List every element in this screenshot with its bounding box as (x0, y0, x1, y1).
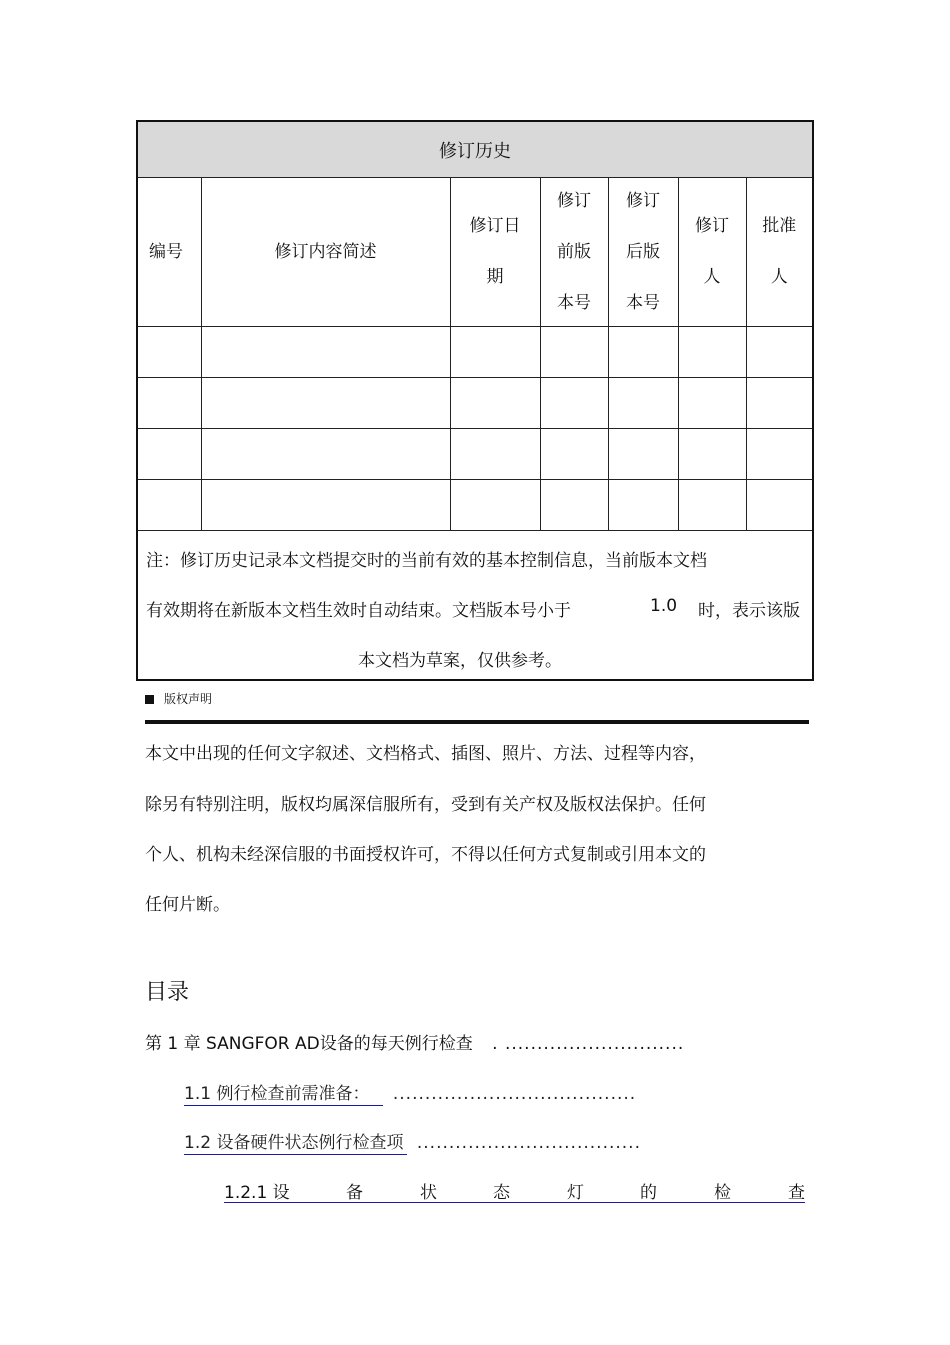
header-prev-line1: 修订 (557, 190, 591, 211)
header-number: 编号 (137, 178, 201, 327)
header-approver-line1: 批准 (762, 216, 797, 236)
table-title: 修订历史 (137, 121, 813, 178)
table-row (137, 378, 813, 429)
table-cell (608, 327, 678, 378)
table-cell (746, 378, 813, 429)
table-cell (450, 327, 540, 378)
toc-leader-dots: ...................................... (392, 1084, 637, 1104)
copyright-paragraph-line: 任何片断。 (145, 895, 230, 915)
toc-title: 目录 (145, 980, 190, 1005)
header-reviser (678, 178, 746, 327)
toc-leader-dots: ................................... (416, 1133, 641, 1153)
header-next-line2: 后版 (626, 241, 660, 262)
header-summary: 修订内容简述 (201, 178, 450, 327)
table-cell (201, 327, 450, 378)
header-date-line2: 期 (486, 267, 504, 287)
header-date-line1: 修订日 (469, 216, 521, 236)
table-cell (608, 429, 678, 480)
revision-history-table (136, 120, 814, 681)
table-cell (678, 429, 746, 480)
table-cell (608, 480, 678, 531)
table-note (137, 531, 813, 681)
table-cell (450, 378, 540, 429)
table-cell (450, 480, 540, 531)
header-prev-line2: 前版 (557, 241, 591, 262)
toc-entry-char: 的 (640, 1183, 657, 1203)
header-next-line3: 本号 (626, 292, 660, 313)
table-cell (540, 378, 608, 429)
header-approver-line2: 人 (770, 267, 788, 287)
table-row (137, 327, 813, 378)
header-approver (746, 178, 813, 327)
table-cell (137, 378, 201, 429)
table-cell (678, 378, 746, 429)
table-cell (540, 480, 608, 531)
copyright-paragraph-line: 除另有特别注明，版权均属深信服所有，受到有关产权及版权法保护。任何 (145, 795, 706, 815)
toc-leader-dots: . ............................ (492, 1034, 685, 1054)
copyright-label (145, 690, 212, 707)
table-row (137, 429, 813, 480)
toc-entry-char: 检 (714, 1183, 731, 1203)
toc-entry-char: 状 (420, 1183, 437, 1203)
table-cell (137, 429, 201, 480)
table-cell (540, 429, 608, 480)
note-line-3: 本文档为草案，仅供参考。 (358, 651, 562, 671)
header-reviser-line1: 修订 (695, 216, 729, 236)
toc-entry-label: 1.1 例行检查前需准备： (184, 1084, 383, 1106)
table-cell (746, 480, 813, 531)
note-line-1: 注：修订历史记录本文档提交时的当前有效的基本控制信息，当前版本文档 (146, 551, 707, 571)
square-bullet-icon (145, 695, 154, 704)
note-version-number: 1.0 (650, 596, 678, 616)
toc-entry-char: 态 (493, 1183, 510, 1203)
toc-entry-chapter-1[interactable] (145, 1029, 684, 1054)
header-prev-line3: 本号 (557, 292, 591, 313)
table-cell (137, 480, 201, 531)
note-line-2-text: 有效期将在新版本文档生效时自动结束。文档版本号小于 (146, 601, 571, 621)
toc-entry-char: 灯 (567, 1183, 584, 1203)
copyright-label-text: 版权声明 (164, 692, 213, 706)
toc-entry-1-2-1[interactable] (224, 1178, 805, 1203)
table-cell (678, 480, 746, 531)
toc-entry-char: 备 (346, 1183, 363, 1203)
table-cell (746, 429, 813, 480)
table-cell (608, 378, 678, 429)
table-cell (450, 429, 540, 480)
header-prev-version (540, 178, 608, 327)
table-cell (201, 480, 450, 531)
toc-entry-1-2[interactable] (184, 1128, 641, 1153)
note-line-2 (146, 596, 806, 621)
table-cell (678, 327, 746, 378)
header-reviser-line2: 人 (703, 267, 721, 287)
note-line-2-tail: 时，表示该版 (698, 601, 800, 621)
copyright-paragraph-line: 本文中出现的任何文字叙述、文档格式、插图、照片、方法、过程等内容， (145, 744, 706, 764)
header-next-version (608, 178, 678, 327)
table-row (137, 480, 813, 531)
header-next-line1: 修订 (626, 190, 660, 211)
table-cell (540, 327, 608, 378)
table-cell (201, 429, 450, 480)
table-cell (137, 327, 201, 378)
toc-entry-char: 查 (788, 1183, 805, 1203)
toc-entry-label: 第 1 章 SANGFOR AD设备的每天例行检查 (145, 1034, 473, 1054)
table-cell (201, 378, 450, 429)
toc-entry-1-1[interactable] (184, 1079, 636, 1104)
header-row (137, 178, 813, 327)
section-divider (145, 720, 809, 724)
table-cell (746, 327, 813, 378)
toc-entry-label: 1.2 设备硬件状态例行检查项 (184, 1133, 407, 1155)
copyright-paragraph-line: 个人、机构未经深信服的书面授权许可，不得以任何方式复制或引用本文的 (145, 845, 706, 865)
toc-entry-char: 1.2.1 设 (224, 1183, 290, 1203)
header-date (450, 178, 540, 327)
